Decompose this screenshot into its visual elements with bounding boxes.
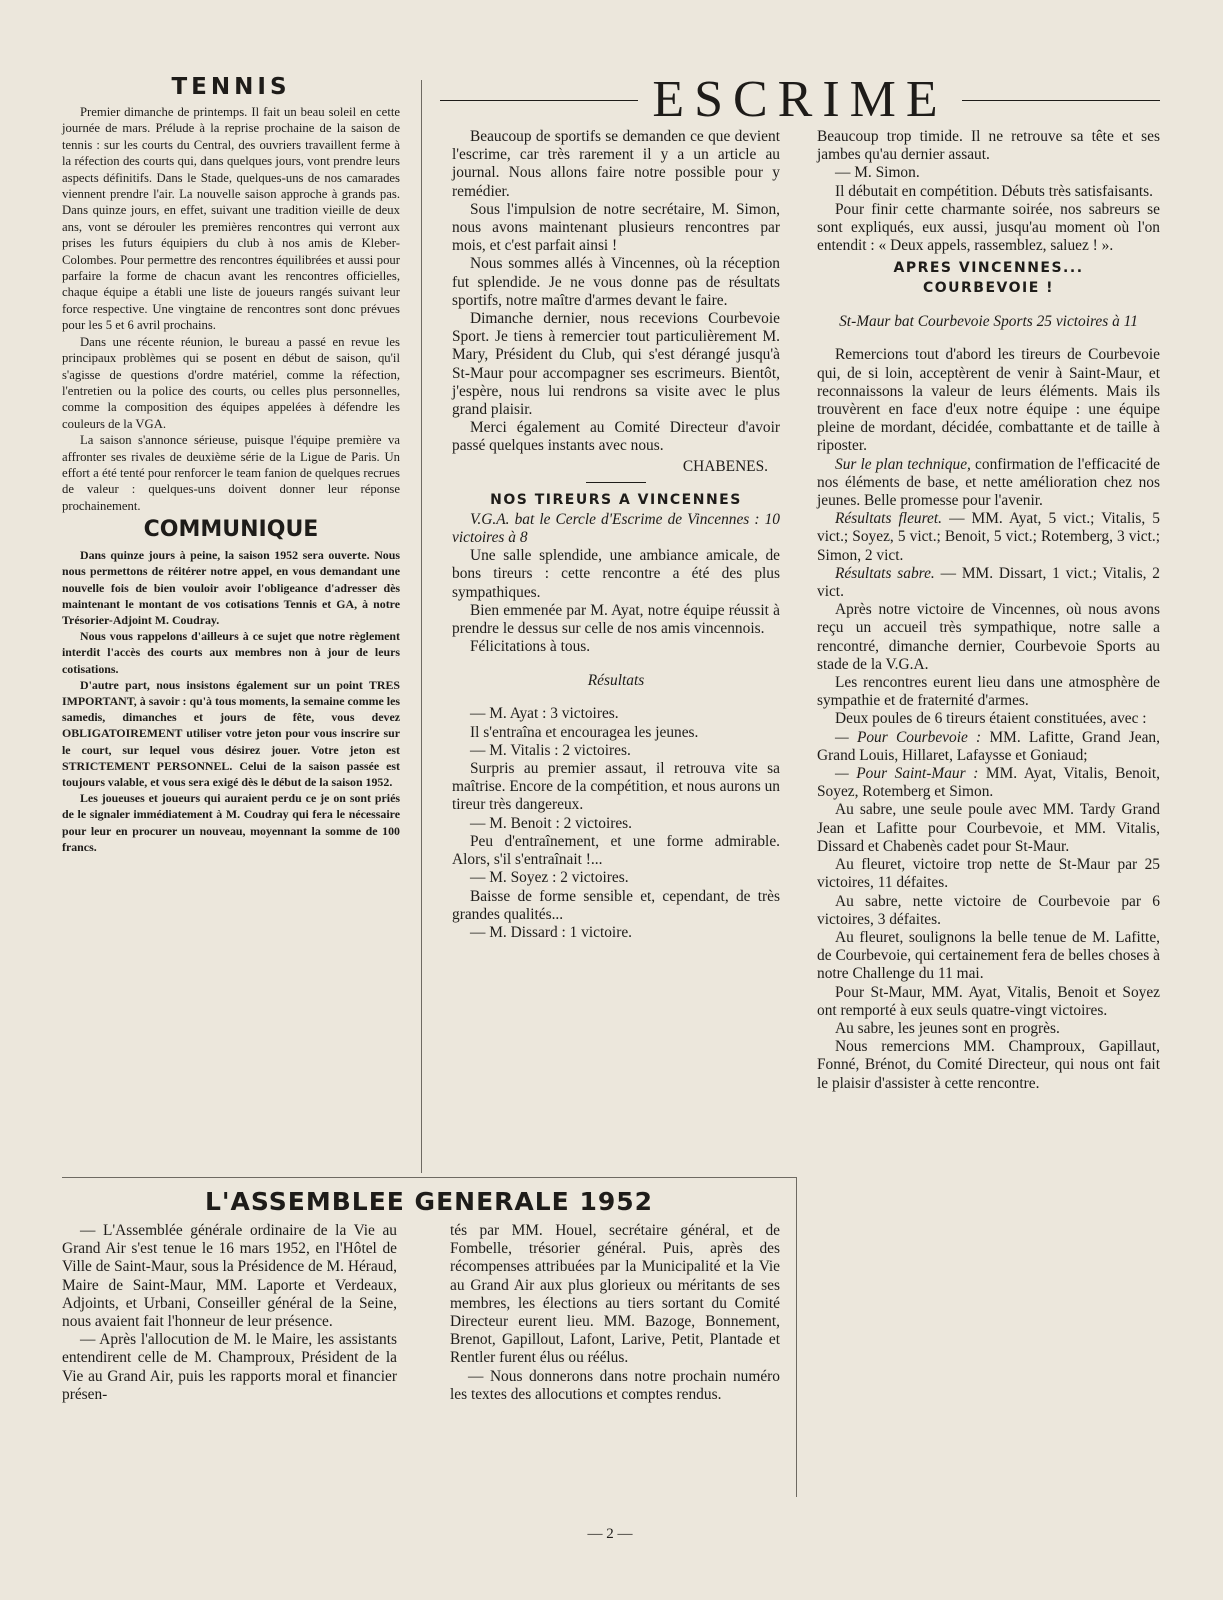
results-label: Résultats bbox=[587, 671, 645, 689]
assemblee-column-1 bbox=[62, 1222, 397, 1404]
courbevoie-paragraph: Les rencontres eurent lieu dans une atmosphère de sympathie et de fraternité d'armes. bbox=[817, 674, 1160, 710]
communique-title: COMMUNIQUE bbox=[143, 517, 319, 543]
fleuret-label: Résultats fleuret. bbox=[835, 510, 942, 528]
sabre-results bbox=[817, 565, 1160, 601]
courbevoie-technique bbox=[817, 456, 1160, 511]
result-line: Il débutait en compétition. Débuts très satisfaisants. bbox=[835, 182, 1154, 200]
tennis-title: TENNIS bbox=[171, 74, 291, 100]
column-divider bbox=[796, 1177, 797, 1497]
result-line: Peu d'entraînement, et une forme admirable. Alors, s'il s'entraînait !... bbox=[452, 832, 780, 869]
courbevoie-score-line: St-Maur bat Courbevoie Sports 25 victoires à 11 bbox=[839, 312, 1138, 330]
section-divider-horizontal bbox=[62, 1177, 796, 1178]
result-line: Pour finir cette charmante soirée, nos sabreurs se sont expliqués, eux aussi, jusqu'au moment où l'on entendit : « Deux appels, rassemblez, saluez ! ». bbox=[817, 200, 1160, 255]
escrime-intro-paragraph: Sous l'impulsion de notre secrétaire, M. Simon, nous avons maintenant plusieurs rencontres par mois, et c'est parfait ainsi ! bbox=[452, 200, 780, 255]
result-line: — M. Soyez : 2 victoires. bbox=[470, 869, 629, 887]
team-courbevoie-label: — Pour Courbevoie : bbox=[835, 728, 982, 746]
communique-paragraph: Nous vous rappelons d'ailleurs à ce sujet que notre règlement interdit l'accès des courts aux membres non à jour de leurs cotisations. bbox=[62, 629, 400, 676]
result-line: — M. Simon. bbox=[835, 164, 920, 182]
courbevoie-heading-2: COURBEVOIE ! bbox=[922, 280, 1055, 297]
courbevoie-paragraph: Après notre victoire de Vincennes, où nous avons reçu un accueil très sympathique, notre salle a rencontré, dimanche dernier, Courbevoie Sports au stade de la V.G.A. bbox=[817, 601, 1160, 673]
escrime-title: ESCRIME bbox=[652, 71, 948, 128]
assemblee-paragraph: tés par MM. Houel, secrétaire général, et de Fombelle, trésorier général. Puis, après des récompenses attribuées par la Municipalité et la Vie au Grand Air aux plus glorieux ou méritants de ses membres, les élections au tiers sortant du Comité Directeur eurent lieu. MM. Bazoge, Bonnement, Brenot, Gapillout, Lafont, Larive, Petit, Plantade et Rentler furent élus ou réélus. bbox=[450, 1222, 780, 1367]
communique-paragraph: Les joueuses et joueurs qui auraient perdu ce je on sont priés de le signaler immédiatement à M. Coudray qui fera le nécessaire pour leur en procurer un nouveau, moyennant la somme de 100 francs. bbox=[62, 791, 400, 854]
vincennes-heading: NOS TIREURS A VINCENNES bbox=[490, 491, 742, 508]
escrime-headline bbox=[440, 72, 1160, 128]
vincennes-paragraph: Félicitations à tous. bbox=[470, 638, 591, 656]
escrime-column-1 bbox=[452, 128, 780, 942]
courbevoie-paragraph: Au sabre, nette victoire de Courbevoie par 6 victoires, 3 défaites. bbox=[817, 892, 1160, 928]
sabre-label: Résultats sabre. bbox=[835, 564, 935, 582]
courbevoie-paragraph: Au sabre, les jeunes sont en progrès. bbox=[835, 1019, 1060, 1037]
team-saint-maur bbox=[817, 765, 1160, 801]
escrime-column-2 bbox=[817, 128, 1160, 1093]
author-signature: CHABENES. bbox=[682, 457, 768, 475]
courbevoie-paragraph: Remercions tout d'abord les tireurs de Courbevoie qui, de si loin, acceptèrent de venir à Saint-Maur, et reconnaissons la valeur de leurs éléments. Mais ils trouvèrent en face d'eux notre équipe : une équipe pleine de mordant, décidée, combattante et de taille à riposter. bbox=[817, 346, 1160, 455]
vincennes-score-line: V.G.A. bat le Cercle d'Escrime de Vincennes : 10 victoires à 8 bbox=[452, 510, 780, 547]
courbevoie-paragraph: Au fleuret, victoire trop nette de St-Maur par 25 victoires, 11 défaites. bbox=[817, 856, 1160, 892]
courbevoie-heading-1: APRES VINCENNES... bbox=[893, 260, 1084, 277]
result-line: Surpris au premier assaut, il retrouva vite sa maîtrise. Encore de la compétition, et nous aurons un tireur très dangereux. bbox=[452, 760, 780, 814]
fleuret-results bbox=[817, 510, 1160, 565]
result-line: — M. Vitalis : 2 victoires. bbox=[470, 741, 631, 759]
assemblee-paragraph: — Après l'allocution de M. le Maire, les assistants entendirent celle de M. Champroux, Président de la Vie au Grand Air, puis les rapports moral et financier présen- bbox=[62, 1331, 397, 1403]
result-line: Beaucoup trop timide. Il ne retrouve sa tête et ses jambes qu'au dernier assaut. bbox=[817, 128, 1160, 164]
tennis-column bbox=[62, 74, 400, 855]
result-line: — M. Benoit : 2 victoires. bbox=[470, 814, 633, 832]
communique-body bbox=[62, 547, 400, 855]
team-courbevoie bbox=[817, 729, 1160, 765]
assemblee-column-2 bbox=[450, 1222, 780, 1404]
courbevoie-paragraph: Deux poules de 6 tireurs étaient constituées, avec : bbox=[835, 710, 1147, 728]
tennis-paragraph: Dans une récente réunion, le bureau a passé en revue les principaux problèmes qui se posent en début de saison, qu'il s'agisse de questions d'ordre matériel, comme la réfection, l'entretien ou la police des courts, ou celles plus personnelles, comme la composition des équipes appelées à défendre les couleurs de la VGA. bbox=[62, 334, 400, 431]
result-line: Baisse de forme sensible et, cependant, de très grandes qualités... bbox=[452, 887, 780, 923]
assemblee-title: L'ASSEMBLEE GENERALE 1952 bbox=[204, 1187, 654, 1216]
courbevoie-paragraph: Au fleuret, soulignons la belle tenue de M. Lafitte, de Courbevoie, qui certainement fera de belles choses à notre Challenge du 11 mai. bbox=[817, 928, 1160, 983]
escrime-intro-paragraph: Nous sommes allés à Vincennes, où la réception fut splendide. Je ne vous donne pas de résultats sportifs, notre maître d'armes devant le faire. bbox=[452, 255, 780, 309]
courbevoie-paragraph: Au sabre, une seule poule avec MM. Tardy Grand Jean et Lafitte pour Courbevoie, et MM. Vitalis, Dissard et Chabenès cadet pour St-Maur. bbox=[817, 801, 1160, 855]
result-line: — M. Dissard : 1 victoire. bbox=[470, 923, 633, 941]
tennis-paragraph: La saison s'annonce sérieuse, puisque l'équipe première va affronter ses rivales de deuxième série de la Ligue de Paris. Un effort a été tenté pour renforcer le team fanion de quelques recrues de valeur : quelques-uns doivent donner leur réponse prochainement. bbox=[62, 433, 400, 513]
fleuret-text: — MM. Ayat, 5 vict.; Vitalis, 5 vict.; Soyez, 5 vict.; Benoit, 5 vict.; Rotemberg, 3 vict.; Simon, 2 vict. bbox=[817, 510, 1160, 564]
team-courbevoie-text: MM. Lafitte, Grand Jean, Grand Louis, Hillaret, Lafaysse et Goniaud; bbox=[817, 728, 1160, 764]
column-divider bbox=[421, 80, 422, 1173]
sabre-text: — MM. Dissart, 1 vict.; Vitalis, 2 vict. bbox=[817, 564, 1160, 601]
assemblee-paragraph: — L'Assemblée générale ordinaire de la Vie au Grand Air s'est tenue le 16 mars 1952, en l'Hôtel de Ville de Saint-Maur, sous la Présidence de M. Héraud, Maire de Saint-Maur, MM. Laporte et Verdeaux, Adjoints, et Urbani, Conseiller général de la Seine, nous avaient fait l'honneur de leur présence. bbox=[62, 1222, 397, 1331]
technique-text: confirmation de l'efficacité de nos éléments de base, et nette amélioration chez nos jeunes. Belle promesse pour l'avenir. bbox=[817, 455, 1160, 510]
page-number: — 2 — bbox=[587, 1526, 633, 1542]
headline-rule-left bbox=[440, 100, 638, 101]
tennis-paragraph: Premier dimanche de printemps. Il fait un beau soleil en cette journée de mars. Prélude à la reprise prochaine de la saison de tennis : sur les courts du Central, des ouvriers travaillent ferme à la réfection des courts qui, dans quelques jours, vont prendre leurs aspects définitifs. Dans le Stade, quelques-uns de nos camarades viennent prendre l'air. La nouvelle saison approche à grands pas. Dans quinze jours, en effet, suivant une tradition vieille de deux ans, vont se dérouler les premières rencontres qui verront aux prises les futurs équipiers du club à nos amis de Kleber-Colombes. Pour permettre des rencontres équilibrées et aussi pour parfaire la forme de chacun avant les rencontres officielles, chaque équipe a établi une liste de joueurs rangés suivant leur force respective. Une vingtaine de rencontres sont donc prévues pour les 5 et 6 avril prochains. bbox=[62, 105, 400, 333]
vincennes-paragraph: Bien emmenée par M. Ayat, notre équipe réussit à prendre le dessus sur celle de nos amis vincennois. bbox=[452, 601, 780, 638]
assemblee-paragraph: — Nous donnerons dans notre prochain numéro les textes des allocutions et comptes rendus. bbox=[450, 1367, 780, 1403]
communique-paragraph: D'autre part, nous insistons également sur un point TRES IMPORTANT, à savoir : qu'à tous moments, la semaine comme les samedis, dimanches et jours de fête, vous devez OBLIGATOIREMENT utiliser votre jeton pour vous inscrire sur le court, sur lequel vous désirez jouer. Votre jeton est STRICTEMENT PERSONNEL. Celui de la saison passée est toujours valable, et vous sera exigé dès le début de la saison 1952. bbox=[62, 677, 400, 789]
escrime-intro-paragraph: Dimanche dernier, nous recevions Courbevoie Sport. Je tiens à remercier tout particulièrement M. Mary, Président du Club, qui s'est dérangé jusqu'à St-Maur pour accompagner ses escrimeurs. Bientôt, j'espère, nous lui rendrons sa visite avec le plus grand plaisir. bbox=[452, 310, 780, 419]
escrime-intro-paragraph: Merci également au Comité Directeur d'avoir passé quelques instants avec nous. bbox=[452, 419, 780, 455]
courbevoie-paragraph: Pour St-Maur, MM. Ayat, Vitalis, Benoit et Soyez ont remporté à eux seuls quatre-vingt victoires. bbox=[817, 983, 1160, 1019]
escrime-intro-paragraph: Beaucoup de sportifs se demanden ce que devient l'escrime, car très rarement il y a un article au journal. Nous allons faire notre possible pour y remédier. bbox=[452, 128, 780, 200]
result-line: Il s'entraîna et encouragea les jeunes. bbox=[470, 723, 699, 741]
result-line: — M. Ayat : 3 victoires. bbox=[470, 705, 619, 723]
technique-label: Sur le plan technique, bbox=[835, 455, 971, 473]
courbevoie-paragraph: Nous remercions MM. Champroux, Gapillaut, Fonné, Brénot, du Comité Directeur, qui nous ont fait le plaisir d'assister à cette rencontre. bbox=[817, 1038, 1160, 1092]
team-saint-maur-text: MM. Ayat, Vitalis, Benoit, Soyez, Rotemberg et Simon. bbox=[817, 765, 1160, 801]
team-saint-maur-label: — Pour Saint-Maur : bbox=[835, 765, 979, 783]
section-divider bbox=[586, 482, 646, 483]
vincennes-paragraph: Une salle splendide, une ambiance amicale, de bons tireurs : cette rencontre a été des plus sympathiques. bbox=[452, 547, 780, 601]
headline-rule-right bbox=[962, 100, 1160, 101]
communique-paragraph: Dans quinze jours à peine, la saison 1952 sera ouverte. Nous nous permettons de réitérer notre appel, en vous demandant une nouvelle fois de bien vouloir avoir l'obligeance d'adresser dès maintenant le montant de vos cotisations Tennis et GA, à notre Trésorier-Adjoint M. Coudray. bbox=[62, 548, 400, 627]
